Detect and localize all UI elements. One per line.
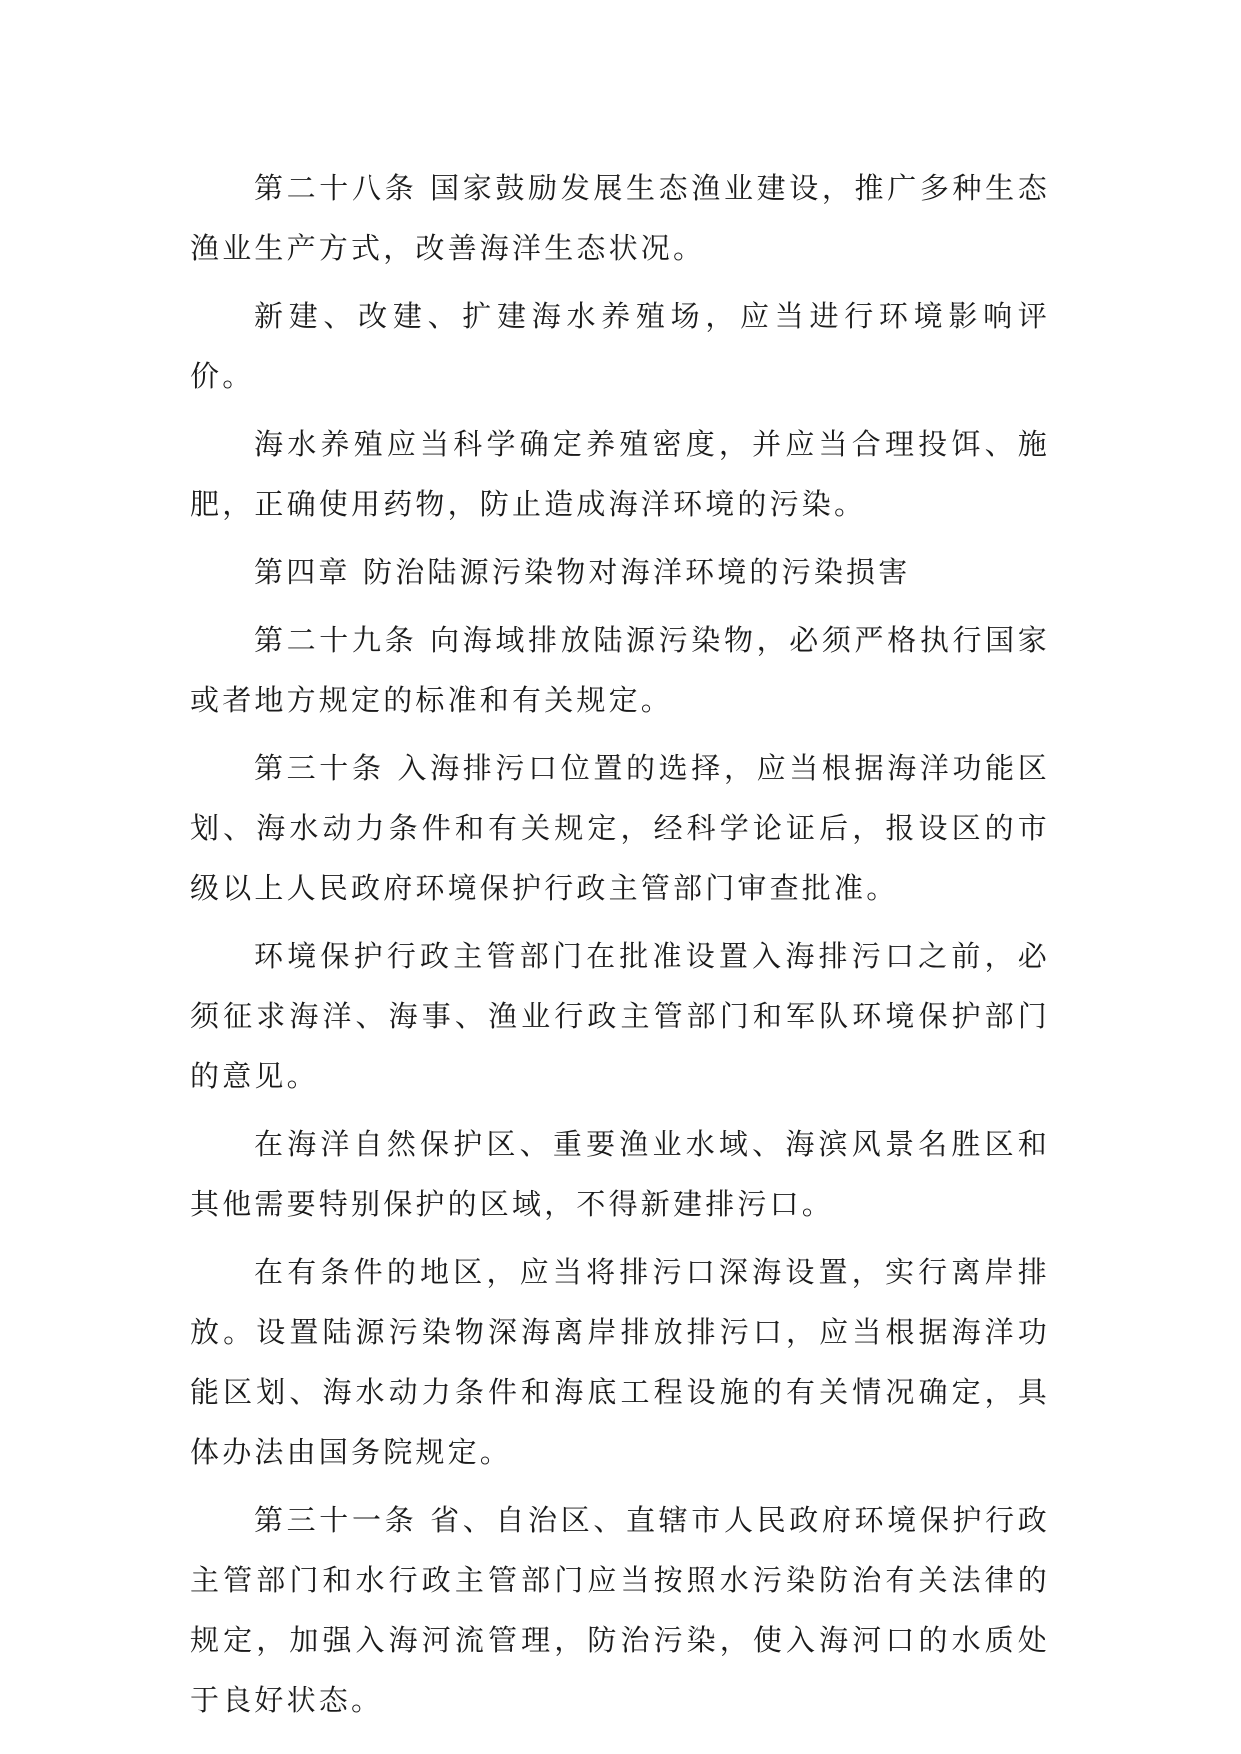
article-30-paragraph: 第三十条 入海排污口位置的选择，应当根据海洋功能区划、海水动力条件和有关规定，经科学论证后，报设区的市级以上人民政府环境保护行政主管部门审查批准。 (190, 751, 1050, 905)
aquaculture-assessment-paragraph: 新建、改建、扩建海水养殖场，应当进行环境影响评价。 (190, 299, 1050, 393)
chapter-4-heading: 第四章 防治陆源污染物对海洋环境的污染损害 (254, 555, 911, 589)
aquaculture-density-paragraph: 海水养殖应当科学确定养殖密度，并应当合理投饵、施肥，正确使用药物，防止造成海洋环境的污染。 (190, 427, 1050, 521)
outfall-approval-paragraph: 环境保护行政主管部门在批准设置入海排污口之前，必须征求海洋、海事、渔业行政主管部门和军队环境保护部门的意见。 (190, 939, 1050, 1093)
protected-area-paragraph: 在海洋自然保护区、重要渔业水域、海滨风景名胜区和其他需要特别保护的区域，不得新建排污口。 (190, 1127, 1050, 1221)
article-31-paragraph: 第三十一条 省、自治区、直辖市人民政府环境保护行政主管部门和水行政主管部门应当按照水污染防治有关法律的规定，加强入海河流管理，防治污染，使入海河口的水质处于良好状态。 (190, 1503, 1050, 1717)
offshore-discharge-paragraph: 在有条件的地区，应当将排污口深海设置，实行离岸排放。设置陆源污染物深海离岸排放排污口，应当根据海洋功能区划、海水动力条件和海底工程设施的有关情况确定，具体办法由国务院规定。 (190, 1255, 1050, 1469)
article-29-paragraph: 第二十九条 向海域排放陆源污染物，必须严格执行国家或者地方规定的标准和有关规定。 (190, 623, 1050, 717)
article-28-paragraph: 第二十八条 国家鼓励发展生态渔业建设，推广多种生态渔业生产方式，改善海洋生态状况。 (190, 171, 1050, 265)
document-body (190, 158, 1050, 1738)
